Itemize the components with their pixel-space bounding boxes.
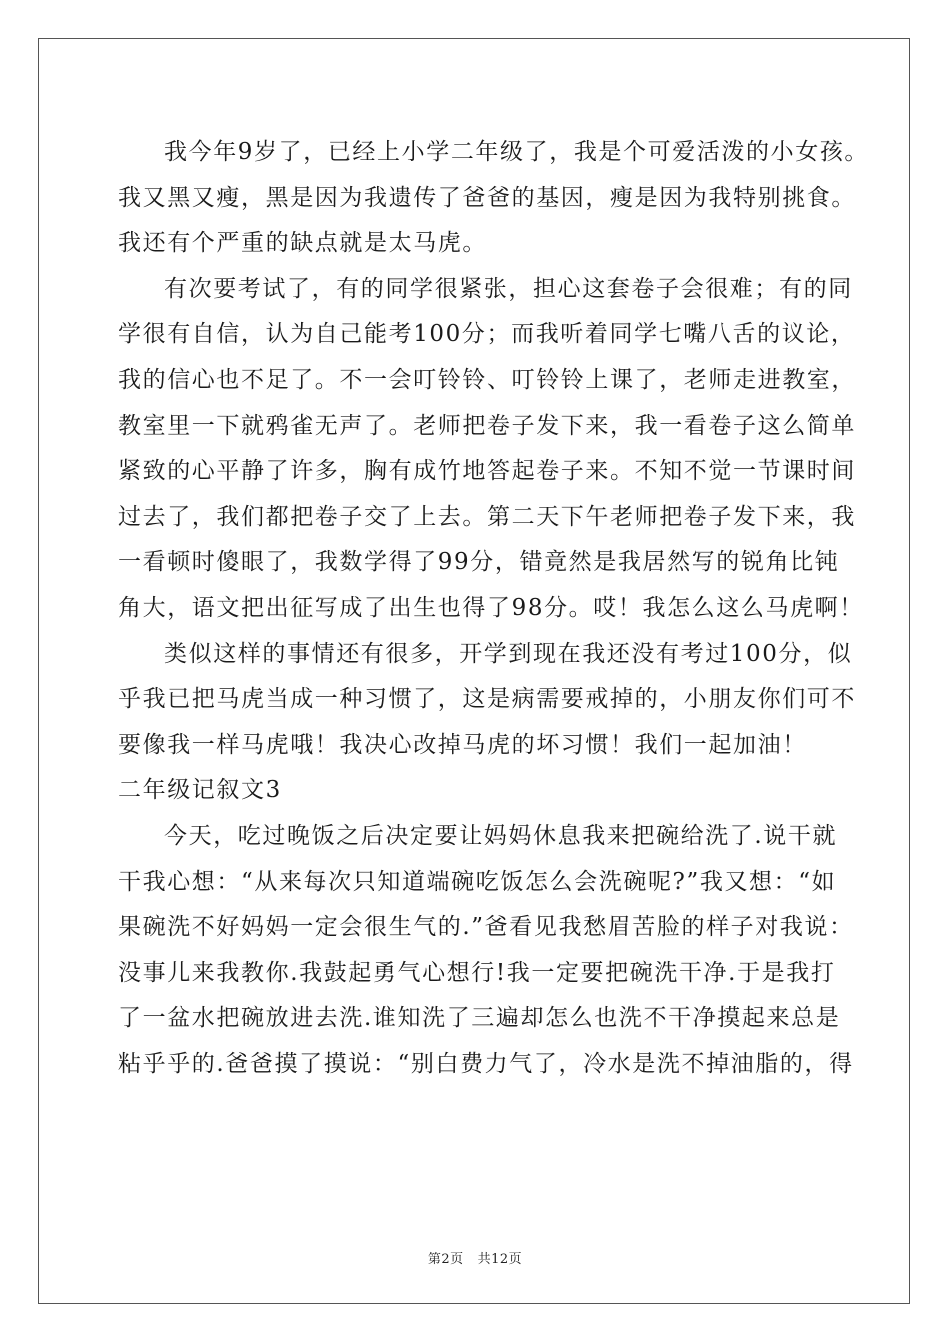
paragraph-line: 我又黑又瘦，黑是因为我遗传了爸爸的基因，瘦是因为我特别挑食。 — [118, 184, 856, 211]
section-heading: 二年级记叙文3 — [118, 777, 282, 804]
paragraph-line: 我今年9岁了，已经上小学二年级了，我是个可爱活泼的小女孩。 — [164, 139, 870, 165]
paragraph-line: 没事儿来我教你.我鼓起勇气心想行!我一定要把碗洗干净.于是我打 — [118, 959, 836, 986]
paragraph-line: 学很有自信，认为自己能考100分；而我听着同学七嘴八舌的议论， — [118, 321, 856, 348]
paragraph-line: 今天，吃过晚饭之后决定要让妈妈休息我来把碗给洗了.说干就 — [164, 822, 838, 849]
paragraph-line: 干我心想：“从来每次只知道端碗吃饭怎么会洗碗呢?”我又想：“如 — [118, 868, 837, 895]
paragraph-line: 紧致的心平静了许多，胸有成竹地答起卷子来。不知不觉一节课时间 — [118, 458, 856, 485]
paragraph-line: 过去了，我们都把卷子交了上去。第二天下午老师把卷子发下来，我 — [118, 503, 856, 530]
page-number: 第2页 — [427, 1252, 464, 1267]
paragraph-line: 乎我已把马虎当成一种习惯了，这是病需要戒掉的，小朋友你们可不 — [118, 686, 856, 713]
document-body — [118, 130, 870, 1087]
paragraph-line: 果碗洗不好妈妈一定会很生气的.”爸看见我愁眉苦脸的样子对我说： — [118, 914, 854, 941]
paragraph-line: 有次要考试了，有的同学很紧张，担心这套卷子会很难；有的同 — [164, 275, 853, 302]
paragraph-line: 类似这样的事情还有很多，开学到现在我还没有考过100分，似 — [164, 640, 853, 667]
paragraph-line: 教室里一下就鸦雀无声了。老师把卷子发下来，我一看卷子这么简单 — [118, 412, 856, 439]
paragraph-line: 我的信心也不足了。不一会叮铃铃、叮铃铃上课了，老师走进教室， — [118, 366, 856, 393]
paragraph-line: 一看顿时傻眼了，我数学得了99分，错竟然是我居然写的锐角比钝 — [118, 549, 840, 576]
paragraph-line: 粘乎乎的.爸爸摸了摸说：“别白费力气了，冷水是洗不掉油脂的，得 — [118, 1050, 854, 1077]
page-total: 共12页 — [477, 1252, 523, 1267]
page-footer — [0, 1248, 950, 1267]
paragraph-line: 我还有个严重的缺点就是太马虎。 — [118, 230, 487, 257]
paragraph-line: 角大，语文把出征写成了出生也得了98分。哎！我怎么这么马虎啊！ — [118, 594, 864, 621]
paragraph-line: 了一盆水把碗放进去洗.谁知洗了三遍却怎么也洗不干净摸起来总是 — [118, 1005, 841, 1032]
paragraph-line: 要像我一样马虎哦！我决心改掉马虎的坏习惯！我们一起加油！ — [118, 731, 807, 758]
